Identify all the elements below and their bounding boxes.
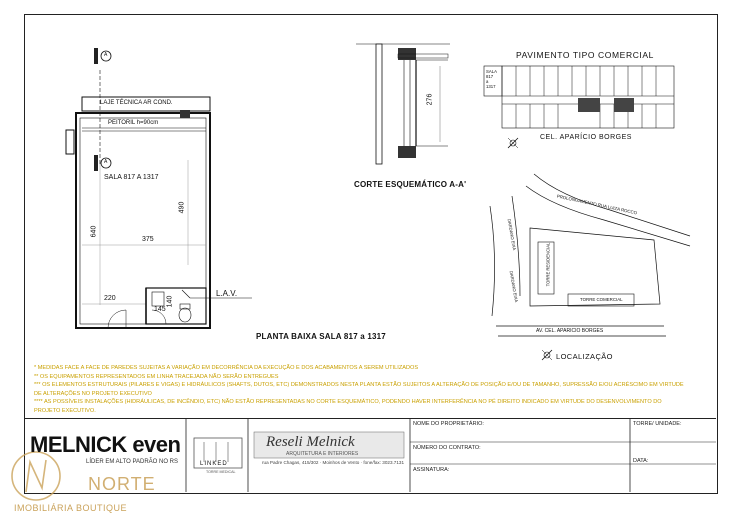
tower-residential-label: TORRE RESIDENCIAL [545, 242, 551, 287]
road-label-3: DARDANO EIXA [508, 270, 520, 303]
note-line: DE ALTERAÇÕES NO PROJETO EXECUTIVO [34, 390, 152, 397]
note-line: *** OS ELEMENTOS ESTRUTURAIS (PILARES E VIGAS) E HIDRÁULICOS (SHAFTS, DUTOS, ETC) DEMONSTRADOS NESTA PLANTA ESTÃO SUJEITOS A ALTERAÇÃO DE POSIÇÃO E/OU DE TAMANHO, SUPRESSÃO E/OU ACRÉSCIMO EM VIRTUDE [34, 382, 684, 389]
avenue-label: AV. CEL. APARICIO BORGES [536, 328, 604, 334]
norte-watermark: NORTE [88, 474, 156, 494]
dim-220: 220 [104, 295, 116, 302]
section-marker-top: A [104, 52, 108, 58]
note-line: * MEDIDAS FACE A FACE DE PAREDES SUJEITAS A VARIAÇÃO EM DECORRÊNCIA DA EXECUÇÃO E DOS ACABAMENTOS A SEREM UTILIZADOS [34, 365, 419, 371]
reseli-subtitle: ARQUITETURA E INTERIORES [286, 451, 359, 457]
sala-tag: SALA 817 a 1317 [486, 69, 497, 89]
reseli-logo: Reseli Melnick [266, 434, 355, 450]
room-label: SALA 817 A 1317 [104, 174, 159, 181]
note-line: **** AS POSSÍVEIS INSTALAÇÕES (HIDRÁULICAS, DE INCÊNDIO, ETC) NÃO ESTÃO REPRESENTADAS NO CORTE ESQUEMÁTICO, PODENDO HAVER INTERFERÊNCIA NO PÉ DIREITO INDICADO EM VIRTUDE DO DESENVOLVIMENTO DO [34, 399, 662, 406]
dim-145: 145 [154, 306, 166, 313]
plan-title: PLANTA BAIXA SALA 817 a 1317 [256, 332, 386, 341]
lav-label: L.A.V. [216, 289, 238, 298]
dim-140: 140 [166, 295, 174, 308]
unit-field-label: TORRE/ UNIDADE: [633, 421, 682, 427]
key-street-label: CEL. APARÍCIO BORGES [540, 134, 632, 141]
owner-field-label: NOME DO PROPRIETÁRIO: [413, 421, 484, 427]
contract-field-label: NÚMERO DO CONTRATO: [413, 445, 481, 451]
peitoril-label: PEITORIL h=90cm [108, 120, 159, 126]
road-label-2: DARDANO EIXA [506, 218, 518, 251]
laje-label: LAJE TÉCNICA AR COND. [100, 100, 173, 106]
note-line: PROJETO EXECUTIVO. [34, 407, 96, 414]
melnick-tagline: LÍDER EM ALTO PADRÃO NO RS [86, 459, 179, 465]
road-label-1: PROLONGAMENTO RUA LUIZA ROCCO [556, 193, 638, 216]
dim-490: 490 [178, 201, 186, 214]
reseli-address: rua Padre Chagas, 415/302 · Moinhos de Vento · fone/fax: 3023.7131 [262, 460, 404, 465]
linked-sub: TORRE MEDICAL [206, 470, 236, 474]
boutique-watermark: IMOBILIÁRIA BOUTIQUE [14, 503, 128, 513]
section-marker-bottom: A [104, 159, 108, 165]
tower-commercial-label: TORRE COMERCIAL [580, 297, 623, 302]
section-title: CORTE ESQUEMÁTICO A-A' [354, 180, 467, 189]
location-title: LOCALIZAÇÃO [556, 352, 613, 361]
linked-logo: LINKED [200, 461, 228, 467]
dim-276: 276 [426, 93, 434, 106]
note-line: ** OS EQUIPAMENTOS REPRESENTADOS EM LINHA TRACEJADA NÃO SERÃO ENTREGUES [34, 373, 279, 380]
signature-field-label: ASSINATURA: [413, 467, 450, 473]
dim-375: 375 [142, 236, 154, 243]
date-field-label: DATA: [633, 458, 649, 464]
dim-640: 640 [90, 225, 98, 238]
key-plan-title: PAVIMENTO TIPO COMERCIAL [516, 50, 654, 60]
melnick-even-logo: MELNICK even [30, 432, 181, 457]
